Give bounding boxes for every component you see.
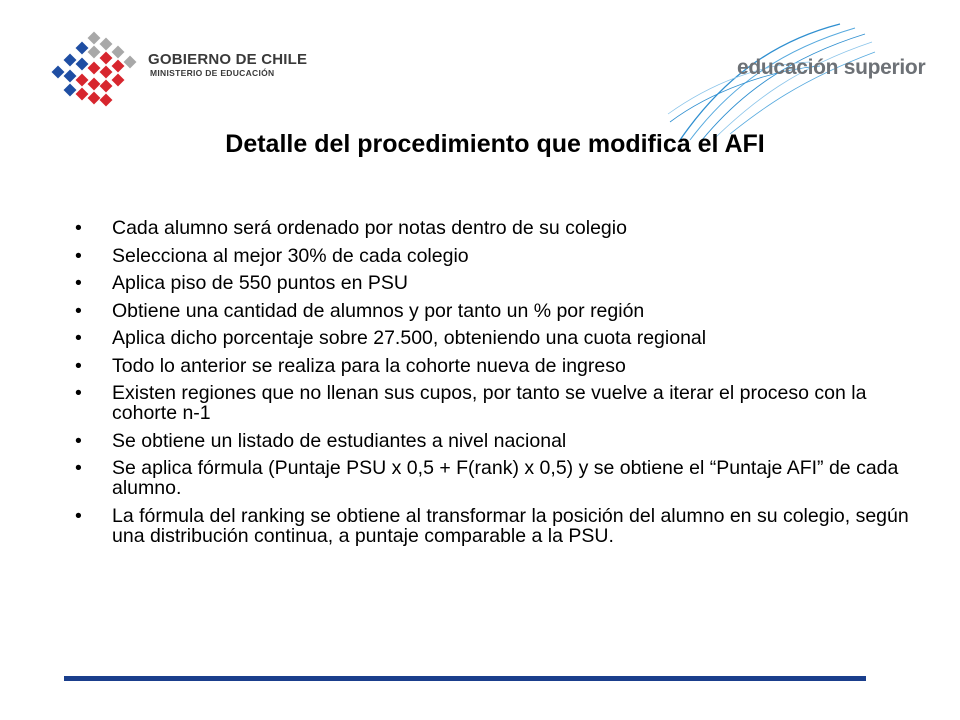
gobierno-de-chile-logo-icon (50, 30, 150, 108)
bullet-marker: • (75, 272, 82, 294)
logo-tile (63, 83, 77, 97)
logo-tile (75, 73, 89, 87)
logo-tile (87, 31, 101, 45)
bullet-text: Se aplica fórmula (Puntaje PSU x 0,5 + F(rank) x 0,5) y se obtiene el “Puntaje AFI” de cada alumno. (112, 457, 899, 499)
bullet-marker: • (75, 382, 82, 404)
logo-tile (99, 79, 113, 93)
logo-tile (99, 51, 113, 65)
list-item (75, 273, 915, 293)
bullet-marker: • (75, 429, 82, 452)
logo-tile (87, 45, 101, 59)
bullet-text: Obtiene una cantidad de alumnos y por tanto un % por región (112, 299, 645, 322)
list-item (75, 431, 915, 451)
list-item (75, 506, 915, 546)
logo-tile (111, 73, 125, 87)
list-item (75, 458, 915, 498)
educacion-superior-swoosh-icon (660, 22, 920, 142)
logo-tile (63, 69, 77, 83)
logo-tile (99, 65, 113, 79)
gov-subtitle: MINISTERIO DE EDUCACIÓN (150, 68, 275, 78)
gov-title: GOBIERNO DE CHILE (148, 51, 308, 68)
logo-tile (75, 41, 89, 55)
bullet-marker: • (75, 504, 82, 527)
logo-tile (87, 91, 101, 105)
list-item (75, 328, 915, 348)
bullet-marker: • (75, 299, 82, 322)
educacion-superior-label: educación superior (737, 56, 926, 79)
bullet-marker: • (75, 457, 82, 479)
slide-title: Detalle del procedimiento que modifica el AFI (225, 130, 765, 158)
list-item (75, 301, 915, 321)
logo-tile (99, 93, 113, 107)
bullet-text: Existen regiones que no llenan sus cupos, por tanto se vuelve a iterar el proceso con la cohorte n-1 (112, 382, 867, 424)
list-item (75, 356, 915, 376)
logo-tile (123, 55, 137, 69)
list-item (75, 246, 915, 266)
logo-tile (51, 65, 65, 79)
bullet-text: Aplica dicho porcentaje sobre 27.500, obteniendo una cuota regional (112, 327, 707, 349)
bullet-text: La fórmula del ranking se obtiene al transformar la posición del alumno en su colegio, según una distribución continua, a puntaje comparable a la PSU. (112, 504, 909, 547)
bullet-text: Todo lo anterior se realiza para la cohorte nueva de ingreso (112, 354, 626, 377)
footer-divider (64, 676, 866, 681)
logo-tile (75, 87, 89, 101)
bullet-text: Aplica piso de 550 puntos en PSU (112, 272, 408, 294)
list-item (75, 383, 915, 423)
bullet-text: Cada alumno será ordenado por notas dentro de su colegio (112, 217, 627, 239)
logo-tile (87, 61, 101, 75)
bullet-list (75, 218, 915, 553)
bullet-marker: • (75, 217, 82, 239)
logo-tile (63, 53, 77, 67)
bullet-text: Se obtiene un listado de estudiantes a nivel nacional (112, 429, 567, 452)
logo-tile (99, 37, 113, 51)
bullet-marker: • (75, 244, 82, 267)
bullet-marker: • (75, 327, 82, 349)
logo-tile (75, 57, 89, 71)
bullet-marker: • (75, 354, 82, 377)
bullet-text: Selecciona al mejor 30% de cada colegio (112, 244, 469, 267)
gobierno-de-chile-wordmark (148, 52, 307, 78)
logo-tile (87, 77, 101, 91)
logo-tile (111, 59, 125, 73)
logo-tile (111, 45, 125, 59)
list-item (75, 218, 915, 238)
